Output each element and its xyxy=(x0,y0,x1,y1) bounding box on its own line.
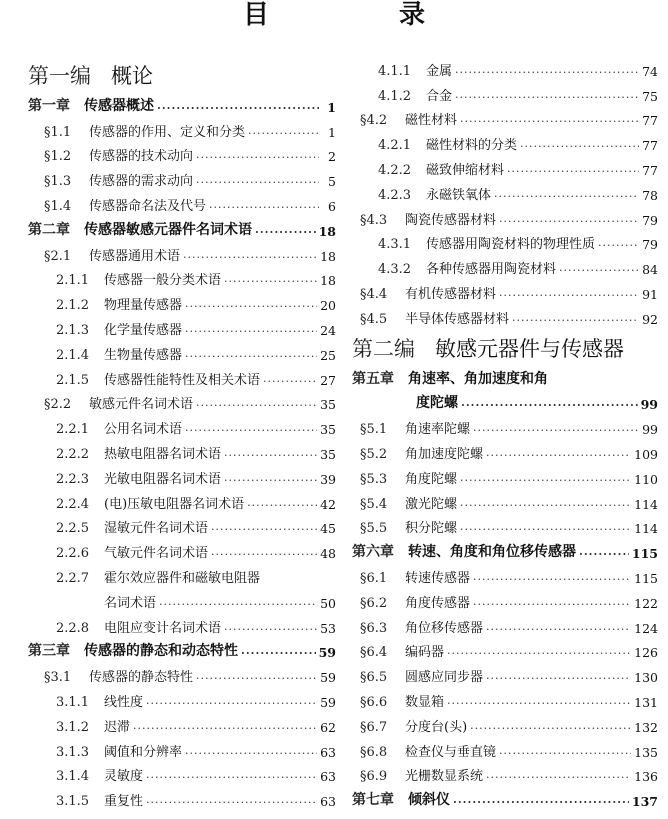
toc-entry-number: 3.1.1 xyxy=(56,694,90,710)
toc-entry-number: §6.8 xyxy=(360,744,388,760)
toc-entry[interactable] xyxy=(352,203,658,228)
toc-entry-page: 1 xyxy=(327,99,336,115)
dot-leader xyxy=(473,424,639,437)
toc-entry-number: §1.3 xyxy=(44,174,72,190)
toc-entry-label: 角速率、角加速度和角 xyxy=(408,370,548,387)
toc-entry-label: 各种传感器用陶瓷材料 xyxy=(426,262,557,278)
toc-entry-label: 传感器一般分类术语 xyxy=(104,273,222,289)
toc-entry-page: 114 xyxy=(634,496,658,512)
toc-entry-label: 迟滞 xyxy=(104,719,131,735)
dot-leader xyxy=(470,722,631,735)
toc-entry[interactable] xyxy=(352,586,658,611)
toc-entry-label: 磁性材料的分类 xyxy=(426,138,518,154)
toc-entry-page: 50 xyxy=(320,595,336,611)
toc-entry-label: 灵敏度 xyxy=(104,769,144,785)
toc-entry-label: 角位移传感器 xyxy=(405,620,484,636)
toc-entry[interactable] xyxy=(352,784,658,809)
toc-entry-label: 转速传感器 xyxy=(405,570,471,586)
toc-entry-number: §6.2 xyxy=(360,595,388,611)
toc-entry-label: 传感器用陶瓷材料的物理性质 xyxy=(426,237,596,253)
toc-entry-number: 第二章 xyxy=(28,221,70,238)
dot-leader xyxy=(499,289,639,302)
toc-entry-label: 激光陀螺 xyxy=(405,496,458,512)
toc-entry-page: 77 xyxy=(642,162,658,178)
toc-entry-page: 130 xyxy=(634,670,658,686)
toc-entry[interactable] xyxy=(352,302,658,327)
toc-entry-label: 倾斜仪 xyxy=(408,792,450,809)
toc-entry[interactable] xyxy=(28,462,336,487)
toc-entry-label: 磁致伸缩材料 xyxy=(426,162,505,178)
toc-entry-label: 公用名词术语 xyxy=(104,422,183,438)
dot-leader xyxy=(455,66,639,79)
toc-entry-number: §4.4 xyxy=(360,286,388,302)
toc-entry-label: 传感器概述 xyxy=(84,97,154,114)
toc-entry-label: 热敏电阻器名词术语 xyxy=(104,446,222,462)
toc-entry-label: 传感器的静态和动态特性 xyxy=(84,643,238,660)
toc-entry-number: 第三章 xyxy=(28,643,70,660)
dot-leader xyxy=(460,499,631,512)
toc-entry-number: 3.1.3 xyxy=(56,744,90,760)
toc-entry-page: 92 xyxy=(642,311,658,327)
toc-entry-label: 生物量传感器 xyxy=(104,347,183,363)
toc-entry-number: 4.3.2 xyxy=(378,262,412,278)
toc-entry-number: 2.1.4 xyxy=(56,347,90,363)
dot-leader xyxy=(224,474,317,487)
dot-leader xyxy=(507,165,639,178)
toc-entry[interactable] xyxy=(28,512,336,537)
toc-entry[interactable] xyxy=(28,685,336,710)
toc-entry-label: 传感器的需求动向 xyxy=(89,174,194,190)
toc-entry[interactable] xyxy=(352,228,658,253)
toc-entry[interactable] xyxy=(28,636,336,661)
dot-leader xyxy=(247,499,317,512)
dot-leader xyxy=(494,190,639,203)
toc-entry-page: 77 xyxy=(642,113,658,129)
toc-entry[interactable] xyxy=(352,636,658,661)
toc-entry-number: §6.1 xyxy=(360,570,388,586)
dot-leader xyxy=(255,226,316,239)
toc-entry-page: 109 xyxy=(634,446,658,462)
toc-entry-page: 20 xyxy=(320,298,336,314)
toc-entry[interactable] xyxy=(28,437,336,462)
dot-leader xyxy=(211,548,317,561)
toc-entry-number: §6.6 xyxy=(360,694,388,710)
toc-entry-number: 4.2.1 xyxy=(378,138,412,154)
toc-entry[interactable] xyxy=(352,277,658,302)
toc-entry-number: 2.2.7 xyxy=(56,570,90,586)
toc-entry-number: 第二编 xyxy=(352,336,415,361)
dot-leader xyxy=(196,176,319,189)
toc-entry[interactable] xyxy=(28,388,336,413)
toc-entry-label: (电)压敏电阻器名词术语 xyxy=(104,496,245,512)
toc-entry[interactable] xyxy=(28,164,336,189)
toc-entry-page: 137 xyxy=(631,794,658,810)
toc-entry-number: §1.1 xyxy=(44,124,72,140)
toc-entry-label: 重复性 xyxy=(104,794,144,810)
toc-entry-label: 线性度 xyxy=(104,694,144,710)
toc-entry-label: 概论 xyxy=(111,64,153,88)
toc-entry-label: 霍尔效应器件和磁敏电阻器 xyxy=(104,570,261,586)
dot-leader xyxy=(185,747,317,760)
dot-leader xyxy=(196,399,317,412)
toc-entry-page: 59 xyxy=(320,670,336,686)
toc-entry[interactable] xyxy=(28,586,336,611)
toc-entry-number: 4.3.1 xyxy=(378,237,412,253)
toc-entry-number: §2.2 xyxy=(44,397,72,413)
toc-entry-page: 63 xyxy=(320,744,336,760)
dot-leader xyxy=(447,697,631,710)
toc-entry-number: 4.1.2 xyxy=(378,88,412,104)
toc-entry[interactable] xyxy=(28,264,336,289)
dot-leader xyxy=(241,647,316,660)
toc-entry-number: §4.3 xyxy=(360,212,388,228)
toc-entry-label: 光敏电阻器名词术语 xyxy=(104,471,222,487)
dot-leader xyxy=(512,314,639,327)
toc-entry-number: 3.1.5 xyxy=(56,794,90,810)
toc-entry-number: §1.4 xyxy=(44,198,72,214)
toc-entry-page: 78 xyxy=(642,187,658,203)
toc-entry-label: 传感器的作用、定义和分类 xyxy=(89,124,246,140)
toc-entry-label: 永磁铁氧体 xyxy=(426,187,492,203)
toc-entry-label: 传感器性能特性及相关术语 xyxy=(104,372,261,388)
toc-entry-page: 115 xyxy=(634,570,658,586)
toc-entry-label: 传感器的技术动向 xyxy=(89,149,194,165)
toc-entry-page: 59 xyxy=(318,645,336,661)
dot-leader xyxy=(486,449,631,462)
toc-entry-label: 角速率陀螺 xyxy=(405,422,471,438)
toc-entry[interactable] xyxy=(352,388,658,413)
toc-entry-label: 数显箱 xyxy=(405,694,445,710)
toc-entry-label: 陶瓷传感器材料 xyxy=(405,212,497,228)
dot-leader xyxy=(224,449,317,462)
toc-entry-page: 1 xyxy=(328,124,336,140)
toc-entry[interactable] xyxy=(28,611,336,636)
toc-entry-page: 136 xyxy=(634,769,658,785)
toc-entry-label: 光栅数显系统 xyxy=(405,769,484,785)
toc-entry-number: 2.2.2 xyxy=(56,446,90,462)
dot-leader xyxy=(447,647,631,660)
toc-entry-number: 4.2.3 xyxy=(378,187,412,203)
toc-entry[interactable] xyxy=(28,412,336,437)
toc-entry-number: 2.2.3 xyxy=(56,471,90,487)
toc-entry[interactable] xyxy=(352,735,658,760)
toc-entry[interactable] xyxy=(352,760,658,785)
toc-entry-page: 45 xyxy=(320,521,336,537)
toc-entry[interactable] xyxy=(352,462,658,487)
toc-entry-number: 第六章 xyxy=(352,544,394,561)
page-title: 目 录 xyxy=(242,0,477,30)
toc-left-column xyxy=(28,54,336,809)
toc-entry[interactable] xyxy=(352,128,658,153)
toc-entry-number: 2.2.8 xyxy=(56,620,90,636)
toc-entry-number: §6.3 xyxy=(360,620,388,636)
toc-entry-label: 名词术语 xyxy=(104,595,157,611)
toc-entry[interactable] xyxy=(352,79,658,104)
toc-entry-page: 132 xyxy=(634,719,658,735)
toc-entry-page: 63 xyxy=(320,794,336,810)
dot-leader xyxy=(460,474,631,487)
toc-entry[interactable] xyxy=(28,54,336,90)
toc-entry[interactable] xyxy=(352,611,658,636)
toc-entry-number: 3.1.4 xyxy=(56,769,90,785)
dot-leader xyxy=(196,672,317,685)
toc-entry-number: §5.4 xyxy=(360,496,388,512)
toc-entry[interactable] xyxy=(352,685,658,710)
toc-entry[interactable] xyxy=(28,90,336,115)
toc-entry[interactable] xyxy=(28,338,336,363)
toc-entry[interactable] xyxy=(28,363,336,388)
dot-leader xyxy=(146,771,317,784)
toc-entry[interactable] xyxy=(352,536,658,561)
toc-entry-page: 35 xyxy=(320,446,336,462)
toc-entry[interactable] xyxy=(352,710,658,735)
toc-entry[interactable] xyxy=(28,784,336,809)
toc-entry[interactable] xyxy=(352,487,658,512)
toc-entry[interactable] xyxy=(28,214,336,239)
toc-entry-label: 积分陀螺 xyxy=(405,521,458,537)
toc-entry-number: §6.4 xyxy=(360,645,388,661)
toc-entry-label: 角度陀螺 xyxy=(405,471,458,487)
toc-entry[interactable] xyxy=(352,412,658,437)
dot-leader xyxy=(185,350,317,363)
dot-leader xyxy=(520,140,639,153)
toc-entry-page: 79 xyxy=(642,212,658,228)
dot-leader xyxy=(486,623,631,636)
toc-entry-page: 39 xyxy=(320,471,336,487)
toc-entry-page: 18 xyxy=(318,223,336,239)
toc-entry[interactable] xyxy=(352,178,658,203)
toc-entry-label: 阈值和分辨率 xyxy=(104,744,183,760)
toc-entry-label: 气敏元件名词术语 xyxy=(104,546,209,562)
toc-entry[interactable] xyxy=(28,735,336,760)
toc-right-column xyxy=(352,54,658,809)
dot-leader xyxy=(486,672,631,685)
toc-entry-page: 59 xyxy=(320,694,336,710)
toc-entry-page: 63 xyxy=(320,769,336,785)
toc-entry[interactable] xyxy=(28,710,336,735)
toc-entry-label: 化学量传感器 xyxy=(104,322,183,338)
toc-entry-label: 电阻应变计名词术语 xyxy=(104,620,222,636)
toc-entry-number: 3.1.2 xyxy=(56,719,90,735)
toc-entry[interactable] xyxy=(28,189,336,214)
toc-entry-number: §5.2 xyxy=(360,446,388,462)
toc-entry-label: 角度传感器 xyxy=(405,595,471,611)
toc-entry[interactable] xyxy=(28,660,336,685)
dot-leader xyxy=(460,523,631,536)
toc-entry-label: 有机传感器材料 xyxy=(405,286,497,302)
toc-entry-label: 敏感元件名词术语 xyxy=(89,397,194,413)
toc-entry-number: §5.3 xyxy=(360,471,388,487)
toc-entry[interactable] xyxy=(352,252,658,277)
toc-entry-label: 敏感元器件与传感器 xyxy=(435,336,624,361)
toc-entry[interactable] xyxy=(28,115,336,140)
toc-entry-label: 传感器通用术语 xyxy=(89,248,181,264)
toc-entry[interactable] xyxy=(28,536,336,561)
toc-entry-page: 110 xyxy=(634,471,658,487)
toc-entry[interactable] xyxy=(352,327,658,363)
toc-entry[interactable] xyxy=(28,561,336,586)
toc-entry[interactable] xyxy=(28,288,336,313)
toc-entry-label: 检查仪与垂直镜 xyxy=(405,744,497,760)
toc-entry-number: §6.5 xyxy=(360,670,388,686)
dot-leader xyxy=(460,115,639,128)
toc-entry[interactable] xyxy=(28,313,336,338)
dot-leader xyxy=(499,215,639,228)
toc-entry-label: 圆感应同步器 xyxy=(405,670,484,686)
toc-entry-number: 2.1.5 xyxy=(56,372,90,388)
toc-entry-label: 度陀螺 xyxy=(416,395,458,412)
toc-entry[interactable] xyxy=(352,561,658,586)
toc-entry-page: 84 xyxy=(642,262,658,278)
toc-entry-page: 99 xyxy=(640,397,658,413)
toc-entry[interactable] xyxy=(352,104,658,129)
dot-leader xyxy=(598,239,639,252)
dot-leader xyxy=(211,523,317,536)
toc-entry[interactable] xyxy=(28,239,336,264)
toc-entry-page: 126 xyxy=(634,645,658,661)
toc-entry-page: 62 xyxy=(320,719,336,735)
dot-leader xyxy=(183,251,317,264)
toc-entry[interactable] xyxy=(28,760,336,785)
dot-leader xyxy=(185,325,317,338)
toc-entry[interactable] xyxy=(352,153,658,178)
toc-entry[interactable] xyxy=(352,54,658,79)
toc-entry-page: 25 xyxy=(320,347,336,363)
toc-entry-label: 磁性材料 xyxy=(405,113,458,129)
toc-entry-number: 2.1.3 xyxy=(56,322,90,338)
toc-entry-page: 2 xyxy=(328,149,336,165)
toc-entry-number: 2.2.5 xyxy=(56,521,90,537)
toc-entry-number: 2.1.2 xyxy=(56,298,90,314)
toc-entry-number: §4.2 xyxy=(360,113,388,129)
dot-leader xyxy=(157,102,319,115)
dot-leader xyxy=(248,127,319,140)
toc-entry-page: 42 xyxy=(320,496,336,512)
toc-entry-number: §6.7 xyxy=(360,719,388,735)
toc-entry-number: §4.5 xyxy=(360,311,388,327)
toc-entry-page: 74 xyxy=(642,63,658,79)
toc-entry-page: 115 xyxy=(631,546,658,562)
toc-entry-page: 135 xyxy=(634,744,658,760)
toc-entry-page: 99 xyxy=(642,422,658,438)
dot-leader xyxy=(209,201,319,214)
dot-leader xyxy=(455,91,639,104)
toc-entry-page: 35 xyxy=(320,422,336,438)
toc-entry[interactable] xyxy=(352,437,658,462)
toc-entry-number: 2.1.1 xyxy=(56,273,90,289)
toc-entry-label: 角加速度陀螺 xyxy=(405,446,484,462)
toc-entry-number: 第一章 xyxy=(28,97,70,114)
dot-leader xyxy=(499,747,631,760)
toc-entry-page: 79 xyxy=(642,237,658,253)
toc-entry-label: 合金 xyxy=(426,88,453,104)
dot-leader xyxy=(453,796,629,809)
dot-leader xyxy=(224,623,317,636)
toc-entry[interactable] xyxy=(352,363,658,388)
toc-entry[interactable] xyxy=(352,512,658,537)
toc-entry-page: 122 xyxy=(634,595,658,611)
dot-leader xyxy=(185,300,317,313)
toc-entry[interactable] xyxy=(28,487,336,512)
toc-entry-number: §2.1 xyxy=(44,248,72,264)
toc-entry-page: 24 xyxy=(320,322,336,338)
dot-leader xyxy=(185,424,317,437)
toc-entry-page: 131 xyxy=(634,694,658,710)
toc-entry-label: 传感器敏感元器件名词术语 xyxy=(84,221,252,238)
toc-entry-page: 91 xyxy=(642,286,658,302)
toc-entry-page: 5 xyxy=(328,174,336,190)
toc-entry-number: 2.2.4 xyxy=(56,496,90,512)
toc-entry-page: 18 xyxy=(320,248,336,264)
toc-entry-label: 物理量传感器 xyxy=(104,298,183,314)
toc-entry-label: 湿敏元件名词术语 xyxy=(104,521,209,537)
toc-entry-page: 53 xyxy=(320,620,336,636)
toc-entry-label: 传感器命名法及代号 xyxy=(89,198,207,214)
toc-entry-page: 114 xyxy=(634,521,658,537)
dot-leader xyxy=(461,399,638,412)
toc-entry-label: 分度台(头) xyxy=(405,719,468,735)
dot-leader xyxy=(263,375,317,388)
dot-leader xyxy=(224,275,317,288)
toc-entry-number: §5.5 xyxy=(360,521,388,537)
toc-entry-number: §1.2 xyxy=(44,149,72,165)
toc-entry-number: §5.1 xyxy=(360,422,388,438)
toc-entry-page: 75 xyxy=(642,88,658,104)
toc-entry-number: 4.1.1 xyxy=(378,63,412,79)
dot-leader xyxy=(196,151,319,164)
toc-entry-label: 传感器的静态特性 xyxy=(89,670,194,686)
dot-leader xyxy=(473,598,631,611)
toc-entry-number: 第七章 xyxy=(352,792,394,809)
dot-leader xyxy=(559,264,639,277)
toc-entry-page: 124 xyxy=(634,620,658,636)
toc-entry-page: 27 xyxy=(320,372,336,388)
toc-entry-number: 4.2.2 xyxy=(378,162,412,178)
toc-entry[interactable] xyxy=(28,140,336,165)
dot-leader xyxy=(473,573,631,586)
toc-entry[interactable] xyxy=(352,660,658,685)
toc-entry-number: §3.1 xyxy=(44,670,72,686)
toc-entry-label: 编码器 xyxy=(405,645,445,661)
toc-entry-number: §6.9 xyxy=(360,769,388,785)
dot-leader xyxy=(579,548,629,561)
toc-entry-page: 35 xyxy=(320,397,336,413)
toc-entry-number: 2.2.6 xyxy=(56,546,90,562)
toc-entry-number: 2.2.1 xyxy=(56,422,90,438)
toc-entry-label: 金属 xyxy=(426,63,453,79)
dot-leader xyxy=(146,796,317,809)
dot-leader xyxy=(133,722,317,735)
toc-entry-label: 转速、角度和角位移传感器 xyxy=(408,544,576,561)
dot-leader xyxy=(486,771,631,784)
toc-entry-page: 6 xyxy=(328,198,336,214)
toc-entry-label: 半导体传感器材料 xyxy=(405,311,510,327)
toc-entry-page: 48 xyxy=(320,546,336,562)
dot-leader xyxy=(146,697,317,710)
toc-entry-page: 77 xyxy=(642,138,658,154)
toc-entry-page: 18 xyxy=(320,273,336,289)
toc-entry-number: 第一编 xyxy=(28,64,91,88)
toc-entry-number: 第五章 xyxy=(352,370,394,387)
dot-leader xyxy=(159,598,317,611)
